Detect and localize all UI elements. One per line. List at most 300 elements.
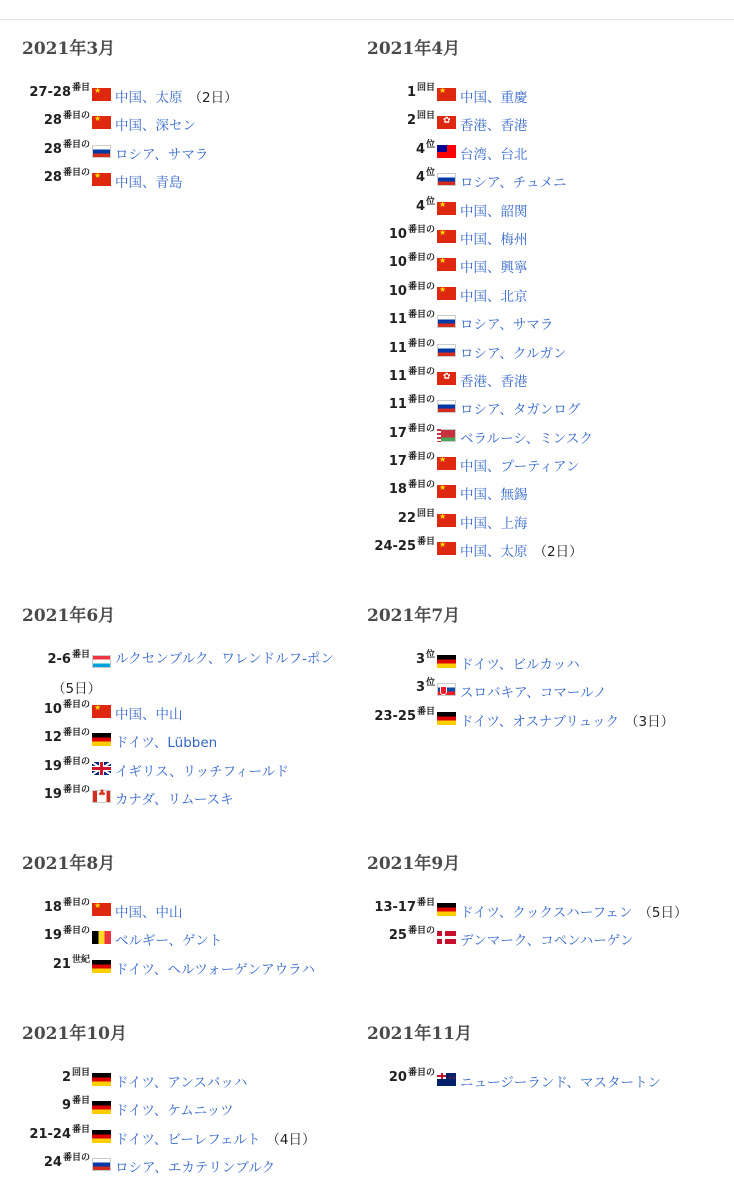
event-date-number: 11	[388, 312, 407, 328]
event-location-text[interactable]: スロバキア、コマールノ	[460, 685, 607, 702]
event-location-link[interactable]	[460, 398, 580, 418]
event-location-link[interactable]	[460, 313, 553, 333]
event-location-link[interactable]	[460, 228, 528, 248]
event-date-suffix: 番目の	[407, 338, 435, 349]
taiwan-flag-icon	[437, 145, 456, 158]
russia-flag-icon	[437, 173, 456, 186]
month-section	[367, 36, 722, 563]
event-location-text[interactable]: 中国、梅州	[460, 231, 528, 248]
event-location-text[interactable]: 中国、青島	[115, 175, 183, 192]
event-row	[22, 923, 377, 951]
event-location-link[interactable]	[460, 681, 607, 701]
russia-flag-icon	[437, 400, 456, 413]
event-location-link[interactable]	[115, 647, 355, 671]
event-date-number: 3	[415, 680, 425, 696]
china-flag-icon	[437, 88, 456, 101]
event-date-suffix: 番目の	[407, 480, 435, 491]
event-location-text[interactable]: イギリス、リッチフィールド	[115, 763, 289, 780]
hong-kong-flag-icon	[437, 372, 456, 385]
event-duration: （2日）	[533, 544, 583, 561]
event-list	[22, 1065, 377, 1179]
russia-flag-icon	[437, 315, 456, 328]
event-date	[22, 1070, 90, 1085]
russia-flag-icon	[92, 1158, 111, 1171]
germany-flag-icon	[92, 1073, 111, 1086]
event-list	[367, 647, 722, 732]
china-flag-icon	[437, 287, 456, 300]
event-row	[22, 1093, 377, 1121]
event-location-link[interactable]	[115, 731, 217, 751]
month-section	[22, 1021, 377, 1179]
event-location-link[interactable]	[460, 540, 583, 560]
event-location-link[interactable]	[460, 256, 528, 276]
china-flag-icon	[437, 485, 456, 498]
event-date	[367, 196, 435, 214]
event-row	[367, 222, 722, 250]
event-row	[22, 647, 377, 697]
canada-flag-icon	[92, 790, 111, 803]
event-date-suffix: 番目の	[62, 1153, 90, 1164]
event-location-text[interactable]: ドイツ、アンスバッハ	[115, 1075, 248, 1091]
event-date-number: 10	[388, 283, 407, 299]
event-date-suffix: 位	[425, 678, 435, 689]
event-date	[367, 454, 435, 469]
month-section	[22, 603, 377, 811]
event-date-number: 24-25	[374, 539, 416, 555]
event-date	[367, 255, 435, 270]
event-date-number: 3	[415, 652, 425, 667]
china-flag-icon	[437, 258, 456, 271]
event-location-text[interactable]: 台湾、台北	[460, 146, 528, 163]
month-section	[22, 36, 377, 194]
event-date-suffix: 番目の	[407, 310, 435, 321]
event-date	[367, 900, 435, 915]
slovakia-flag-icon	[437, 683, 456, 696]
event-location-link[interactable]	[115, 1099, 234, 1119]
event-date-suffix: 番目	[416, 537, 435, 548]
germany-flag-icon	[437, 903, 456, 916]
event-row	[22, 165, 377, 193]
month-heading: 2021年7月	[367, 606, 461, 626]
event-date	[367, 482, 435, 497]
event-date-number: 17	[388, 425, 407, 441]
event-date-number: 21	[52, 956, 71, 972]
event-date-suffix: 番目の	[407, 395, 435, 406]
event-date	[22, 787, 90, 802]
event-location-text[interactable]: ベルギー、ゲント	[115, 933, 223, 950]
event-date-number: 12	[43, 730, 62, 746]
event-date-suffix: 回目	[416, 508, 435, 519]
event-location-text[interactable]: ドイツ、Lübben	[115, 735, 218, 752]
event-row	[367, 80, 722, 108]
event-location-text[interactable]: ルクセンブルク、ワレンドルフ-ポン	[115, 651, 334, 667]
month-section	[367, 851, 722, 952]
event-date-suffix: 番目の	[62, 728, 90, 739]
china-flag-icon	[92, 173, 111, 186]
event-date	[367, 1070, 435, 1085]
germany-flag-icon	[92, 960, 111, 973]
event-date-suffix: 番目の	[407, 452, 435, 463]
event-row	[367, 108, 722, 136]
event-row	[367, 392, 722, 420]
event-row	[367, 675, 722, 703]
event-row	[367, 1065, 722, 1093]
event-location-link[interactable]	[115, 929, 222, 949]
event-list	[22, 647, 377, 811]
event-date-suffix: 番目	[71, 83, 90, 93]
event-date	[367, 170, 435, 185]
event-location-text[interactable]: ロシア、チュメニ	[460, 175, 567, 192]
event-location-text[interactable]: 中国、興寧	[460, 260, 528, 277]
germany-flag-icon	[437, 712, 456, 725]
event-location-text[interactable]: 中国、上海	[460, 515, 528, 532]
month-section	[367, 1021, 722, 1093]
event-date-suffix: 番目の	[62, 700, 90, 710]
event-location-text[interactable]: 香港、香港	[460, 373, 528, 390]
event-date-number: 28	[43, 141, 62, 157]
event-location-text[interactable]: ロシア、サマラ	[460, 317, 554, 334]
event-date-suffix: 回目	[416, 111, 435, 122]
event-row	[22, 754, 377, 782]
event-date	[367, 113, 435, 128]
event-location-link[interactable]	[115, 760, 289, 780]
china-flag-icon	[92, 903, 111, 916]
event-location-link[interactable]	[460, 370, 528, 390]
event-date-suffix: 位	[425, 196, 435, 207]
event-date	[367, 85, 435, 100]
event-location-text[interactable]: カナダ、リムースキ	[115, 792, 234, 809]
event-date-suffix: 番目	[416, 898, 435, 908]
event-date	[22, 954, 90, 972]
event-row	[367, 647, 722, 675]
event-date-number: 23-25	[374, 708, 416, 724]
event-date-number: 1	[406, 85, 416, 100]
event-duration: （5日）	[52, 681, 102, 697]
event-location-text[interactable]: ロシア、サマラ	[115, 146, 209, 163]
event-location-text[interactable]: ドイツ、オスナブリュック	[460, 713, 620, 730]
event-date-number: 19	[43, 758, 62, 774]
event-date-suffix: 番目の	[407, 224, 435, 235]
event-date	[22, 702, 90, 717]
event-row	[367, 449, 722, 477]
event-date-suffix: 位	[425, 139, 435, 150]
event-date-suffix: 番目	[71, 1124, 90, 1135]
event-date-suffix: 番目の	[62, 926, 90, 937]
event-location-link[interactable]	[460, 653, 580, 673]
event-location-link[interactable]	[460, 285, 528, 305]
event-date-number: 2	[406, 113, 416, 129]
event-date-number: 2-6	[47, 652, 71, 667]
event-row	[22, 137, 377, 165]
china-flag-icon	[92, 88, 111, 101]
event-location-text[interactable]: 中国、深セン	[115, 118, 196, 135]
event-date	[367, 539, 435, 554]
event-date	[22, 170, 90, 185]
event-date-number: 20	[388, 1070, 407, 1085]
event-location-text[interactable]: 中国、重慶	[460, 90, 528, 106]
event-row	[367, 895, 722, 923]
event-date	[22, 113, 90, 128]
event-location-text[interactable]: ニュージーランド、マスタートン	[460, 1075, 662, 1091]
denmark-flag-icon	[437, 931, 456, 944]
month-heading: 2021年3月	[22, 39, 116, 59]
event-date	[22, 85, 90, 100]
event-date	[367, 338, 435, 356]
event-date-number: 19	[43, 787, 62, 803]
event-location-link[interactable]	[460, 342, 567, 362]
event-date	[22, 1124, 90, 1142]
event-date-suffix: 番目の	[407, 281, 435, 292]
event-date-number: 18	[43, 900, 62, 915]
event-list	[367, 80, 722, 563]
event-location-link[interactable]	[460, 901, 688, 921]
event-duration: （5日）	[638, 905, 688, 921]
event-date-suffix: 番目の	[407, 423, 435, 434]
event-row	[367, 165, 722, 193]
china-flag-icon	[437, 542, 456, 555]
luxembourg-flag-icon	[92, 655, 111, 668]
uk-flag-icon	[92, 762, 111, 775]
event-location-link[interactable]	[460, 427, 593, 447]
china-flag-icon	[437, 514, 456, 527]
event-row	[367, 704, 722, 732]
event-location-link[interactable]	[460, 929, 633, 949]
event-location-text[interactable]: 中国、韶関	[460, 203, 528, 220]
event-location-text[interactable]: ドイツ、ケムニッツ	[115, 1103, 234, 1120]
top-divider	[0, 19, 734, 20]
event-row	[22, 952, 377, 980]
event-row	[22, 1150, 377, 1178]
russia-flag-icon	[437, 344, 456, 357]
event-row	[22, 80, 377, 108]
event-row	[367, 506, 722, 534]
event-location-link[interactable]	[460, 455, 579, 475]
germany-flag-icon	[92, 1101, 111, 1114]
event-location-text[interactable]: ロシア、エカテリンブルク	[115, 1160, 276, 1177]
event-location-text[interactable]: ドイツ、ビルカッハ	[460, 657, 580, 673]
belgium-flag-icon	[92, 931, 111, 944]
event-row	[367, 534, 722, 562]
china-flag-icon	[437, 202, 456, 215]
event-location-link[interactable]	[115, 958, 315, 978]
event-list	[367, 895, 722, 952]
event-date-number: 13-17	[374, 900, 416, 915]
month-heading: 2021年10月	[22, 1024, 127, 1044]
event-duration: （2日）	[188, 90, 238, 106]
event-date	[367, 224, 435, 242]
hong-kong-flag-icon	[437, 116, 456, 129]
event-date-suffix: 世紀	[71, 954, 90, 965]
event-date-number: 17	[388, 454, 407, 470]
event-date-number: 4	[415, 170, 425, 186]
event-date-number: 27-28	[29, 85, 71, 100]
event-date-number: 4	[415, 141, 425, 157]
event-date-suffix: 番目	[71, 650, 90, 660]
event-date	[367, 423, 435, 441]
event-date-suffix: 番目の	[407, 1068, 435, 1078]
event-date-number: 4	[415, 198, 425, 214]
event-location-link[interactable]	[460, 200, 528, 220]
event-location-text[interactable]: ロシア、クルガン	[460, 345, 567, 362]
event-location-link[interactable]	[460, 143, 528, 163]
event-date	[22, 928, 90, 943]
event-row	[367, 421, 722, 449]
china-flag-icon	[92, 116, 111, 129]
event-location-link[interactable]	[460, 171, 567, 191]
event-location-link[interactable]	[115, 788, 234, 808]
russia-flag-icon	[92, 145, 111, 158]
event-row	[22, 725, 377, 753]
event-location-text[interactable]: 中国、プーティアン	[460, 459, 580, 476]
event-date-number: 11	[388, 397, 407, 413]
event-date-suffix: 回目	[416, 83, 435, 93]
event-date-suffix: 位	[425, 168, 435, 179]
germany-flag-icon	[92, 733, 111, 746]
event-date-number: 11	[388, 340, 407, 356]
event-date	[22, 756, 90, 774]
event-date-suffix: 番目	[71, 1096, 90, 1107]
germany-flag-icon	[92, 1130, 111, 1143]
event-date	[367, 508, 435, 526]
event-location-text[interactable]: 香港、香港	[460, 118, 528, 135]
event-date-suffix: 番目の	[62, 898, 90, 908]
event-location-link[interactable]	[115, 1071, 247, 1091]
event-row	[367, 279, 722, 307]
event-row	[22, 108, 377, 136]
month-heading: 2021年11月	[367, 1024, 472, 1044]
event-location-link[interactable]	[115, 703, 183, 723]
event-date-suffix: 番目の	[407, 926, 435, 937]
event-row	[367, 923, 722, 951]
event-date	[22, 1155, 90, 1170]
event-location-link[interactable]	[460, 512, 528, 532]
event-date-suffix: 位	[425, 650, 435, 660]
event-row	[367, 137, 722, 165]
event-date-number: 28	[43, 113, 62, 129]
event-location-text[interactable]: 中国、太原	[460, 544, 528, 561]
event-date	[367, 928, 435, 943]
event-date	[22, 730, 90, 745]
event-date-number: 18	[388, 482, 407, 498]
event-row	[367, 364, 722, 392]
event-location-link[interactable]	[460, 483, 528, 503]
event-row	[22, 895, 377, 923]
event-list	[22, 80, 377, 194]
event-location-link[interactable]	[115, 901, 183, 921]
event-date	[22, 139, 90, 157]
event-date	[367, 366, 435, 384]
event-location-text[interactable]: ドイツ、ビーレフェルト	[115, 1131, 261, 1148]
event-date	[367, 397, 435, 412]
event-date-suffix: 番目の	[62, 756, 90, 767]
event-location-text[interactable]: 中国、太原	[115, 90, 183, 106]
month-heading: 2021年8月	[22, 854, 116, 874]
event-location-link[interactable]	[115, 143, 208, 163]
event-date-number: 19	[43, 928, 62, 944]
event-row	[367, 194, 722, 222]
event-date-suffix: 番目の	[62, 168, 90, 179]
event-date-number: 25	[388, 928, 407, 944]
germany-flag-icon	[437, 655, 456, 668]
event-location-link[interactable]	[115, 1128, 316, 1148]
belarus-flag-icon	[437, 429, 456, 442]
event-duration: （4日）	[266, 1131, 316, 1148]
event-list	[22, 895, 377, 980]
event-date-number: 2	[61, 1070, 71, 1085]
event-location-link[interactable]	[115, 1156, 275, 1176]
month-heading: 2021年6月	[22, 606, 116, 626]
event-row	[367, 477, 722, 505]
event-date	[22, 1098, 90, 1113]
new-zealand-flag-icon	[437, 1073, 456, 1086]
event-date-number: 11	[388, 368, 407, 384]
event-location-link[interactable]	[460, 86, 528, 106]
event-location-link[interactable]	[115, 114, 196, 134]
event-date	[22, 900, 90, 915]
event-location-text[interactable]: デンマーク、コペンハーゲン	[460, 933, 634, 950]
event-location-text[interactable]: 中国、中山	[115, 905, 183, 921]
event-date-suffix: 番目の	[407, 366, 435, 377]
event-location-link[interactable]	[115, 171, 183, 191]
event-row	[22, 1065, 377, 1093]
event-location-link[interactable]	[460, 1071, 661, 1091]
event-row	[367, 307, 722, 335]
event-date	[367, 680, 435, 695]
event-row	[22, 782, 377, 810]
event-date-number: 21-24	[29, 1126, 71, 1142]
event-date	[367, 281, 435, 299]
china-flag-icon	[437, 230, 456, 243]
event-location-link[interactable]	[460, 710, 674, 730]
event-location-text[interactable]: 中国、北京	[460, 288, 528, 305]
event-location-text[interactable]: ドイツ、クックスハーフェン	[460, 905, 633, 921]
month-section	[22, 851, 377, 980]
event-date-number: 10	[388, 255, 407, 271]
month-heading: 2021年9月	[367, 854, 461, 874]
event-row	[22, 1122, 377, 1150]
event-location-link[interactable]	[460, 114, 528, 134]
event-location-text[interactable]: ロシア、タガンログ	[460, 402, 581, 419]
event-date-suffix: 番目の	[62, 139, 90, 150]
event-row	[22, 697, 377, 725]
event-date	[367, 139, 435, 157]
event-date-suffix: 回目	[71, 1068, 90, 1078]
event-location-text[interactable]: 中国、無錫	[460, 487, 528, 504]
china-flag-icon	[92, 705, 111, 718]
event-date	[367, 652, 435, 667]
event-date-suffix: 番目	[416, 706, 435, 717]
event-date	[22, 652, 90, 667]
event-list	[367, 1065, 722, 1093]
event-date-number: 9	[61, 1098, 71, 1114]
event-location-text[interactable]: ドイツ、ヘルツォーゲンアウラハ	[115, 961, 316, 978]
event-location-text[interactable]: 中国、中山	[115, 707, 183, 723]
event-date-number: 10	[43, 702, 62, 717]
event-date-number: 22	[397, 510, 416, 526]
event-location-link[interactable]	[115, 86, 238, 106]
event-row	[367, 336, 722, 364]
event-date-suffix: 番目の	[62, 111, 90, 122]
event-date-suffix: 番目の	[62, 785, 90, 796]
event-date	[367, 706, 435, 724]
event-date	[367, 312, 435, 327]
event-location-text[interactable]: ベラルーシ、ミンスク	[460, 430, 593, 447]
month-section	[367, 603, 722, 732]
event-row	[367, 250, 722, 278]
event-date-number: 10	[388, 226, 407, 242]
month-heading: 2021年4月	[367, 39, 461, 59]
event-date-number: 24	[43, 1155, 62, 1171]
